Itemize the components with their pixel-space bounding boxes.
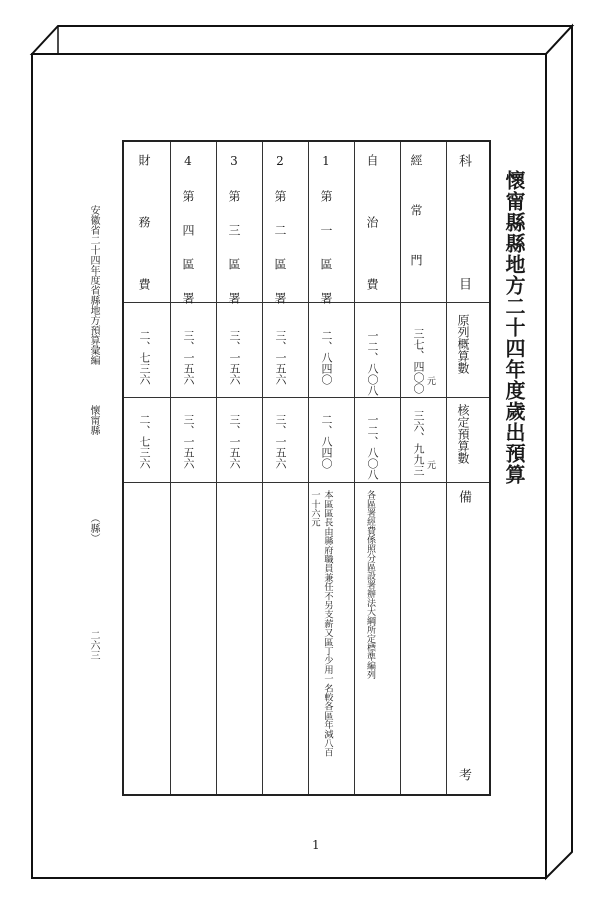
col-divider bbox=[170, 142, 171, 794]
row-name: 自 治 費 bbox=[365, 154, 379, 308]
row-original: 三、一五六 bbox=[182, 330, 195, 385]
row-original: 二、七三六 bbox=[138, 330, 151, 385]
header-divider-2 bbox=[124, 397, 489, 398]
row-name: 2 第 二 區 署 bbox=[273, 154, 287, 308]
footer-page-number: 1 bbox=[312, 838, 320, 852]
row-approved: 二、七三六 bbox=[138, 414, 151, 469]
row-name: 1 第 一 區 署 bbox=[319, 154, 333, 308]
row-approved: 三、一五六 bbox=[182, 414, 195, 469]
row-original: 三、一五六 bbox=[228, 330, 241, 385]
unit-label: 元 bbox=[425, 376, 435, 385]
row-approved: 三六、九九三 bbox=[412, 410, 425, 476]
row-original: 一二、八〇八 bbox=[366, 330, 379, 396]
row-name: 3 第 三 區 署 bbox=[227, 154, 241, 308]
col-divider bbox=[354, 142, 355, 794]
row-approved: 一二、八〇八 bbox=[366, 414, 379, 480]
col-divider bbox=[262, 142, 263, 794]
unit-label: 元 bbox=[425, 460, 435, 469]
row-remark: 本區區長由縣府職員兼任不另支薪又區丁少用一名較各區年減八百一十六元 bbox=[309, 490, 333, 757]
header-original: 原列概算數 bbox=[456, 314, 470, 374]
row-original: 三、一五六 bbox=[274, 330, 287, 385]
county-label: 懷甯縣 bbox=[88, 405, 99, 435]
header-remark-top: 備 bbox=[456, 490, 471, 503]
header-remark-bottom: 考 bbox=[456, 768, 471, 781]
collection-title: 安徽省二十四年度省縣地方預算彙編 bbox=[88, 205, 99, 365]
side-page-number: 二六三 bbox=[88, 630, 99, 660]
row-remark: 各區署經費係照分區設署辦法大綱所定標準編列 bbox=[365, 490, 375, 679]
budget-table bbox=[122, 140, 491, 796]
county-note: （縣） bbox=[88, 513, 99, 543]
row-name: 4 第 四 區 署 bbox=[181, 154, 195, 308]
document-title: 懷甯縣縣地方二十四年度歲出預算 bbox=[502, 170, 526, 485]
row-name: 財 務 費 bbox=[137, 154, 151, 308]
row-approved: 三、一五六 bbox=[274, 414, 287, 469]
row-approved: 三、一五六 bbox=[228, 414, 241, 469]
row-name: 經 常 門 bbox=[409, 154, 423, 278]
header-approved: 核定預算數 bbox=[456, 404, 470, 464]
col-divider bbox=[216, 142, 217, 794]
col-divider bbox=[400, 142, 401, 794]
row-original: 三七、四〇〇 bbox=[412, 328, 425, 394]
header-divider-3 bbox=[124, 482, 489, 483]
col-divider bbox=[446, 142, 447, 794]
header-divider-1 bbox=[124, 302, 489, 303]
header-subject-bottom: 目 bbox=[456, 277, 471, 290]
row-original: 二、八四〇 bbox=[320, 330, 333, 385]
row-approved: 二、八四〇 bbox=[320, 414, 333, 469]
header-subject-top: 科 bbox=[456, 154, 471, 167]
